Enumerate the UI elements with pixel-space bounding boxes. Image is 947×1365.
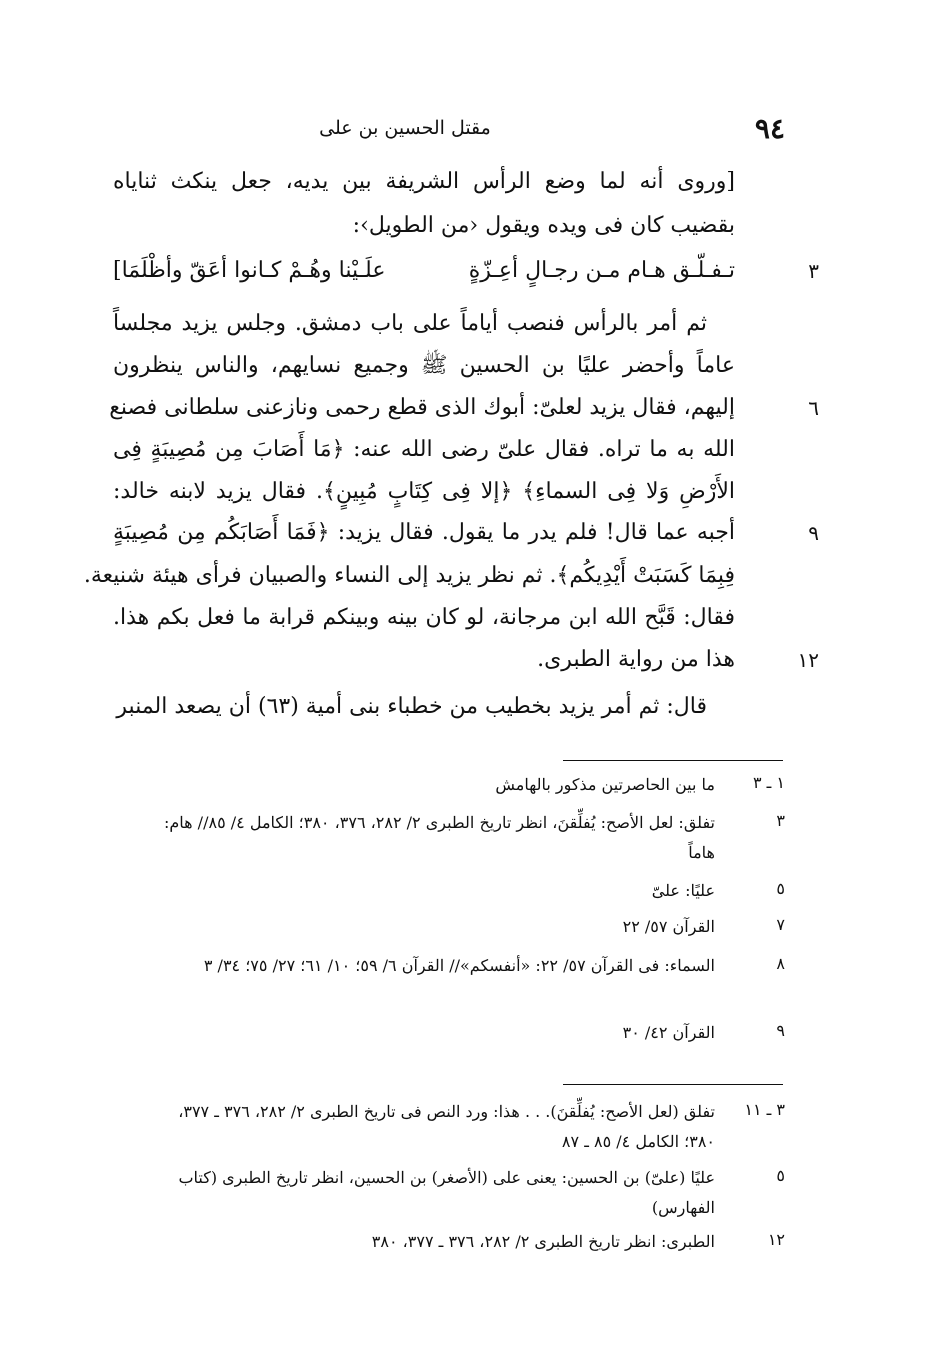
footnote-ref: ٨ — [776, 954, 785, 973]
footnote-text: عليًا: علىّ — [651, 881, 715, 900]
running-title: مقتل الحسين بن على — [319, 117, 491, 139]
verse-hemistich-1: تـفـلّـق هـام مـن رجـالٍ أعِـزّةٍ — [468, 258, 735, 283]
footnote-ref: ٣ ـ ١١ — [744, 1100, 785, 1119]
body-line-9: أجبه عما قال! فلم يدر ما يقول. فقال يزيد: ﴿فَمَا أَصَابَكُم مِن مُصِيبَةٍ — [113, 520, 735, 545]
footnote-text: السماء: فى القرآن ٥٧/ ٢٢: «أنفسكم»// القرآن ٦/ ٥٩؛ ١٠/ ٦١؛ ٢٧/ ٧٥؛ ٣٤/ ٣ — [203, 956, 715, 975]
footnote-ref: ١ ـ ٣ — [752, 773, 785, 792]
line-number-9: ٩ — [808, 521, 819, 545]
body-line-10: فِبِمَا كَسَبَتْ أَيْدِيكُم﴾. ثم نظر يزيد إلى النساء والصبيان فرأى هيئة شنيعة. — [83, 563, 735, 588]
footnote-ref: ٥ — [776, 1166, 785, 1185]
body-line-4: ثم أمر بالرأس فنصب أياماً على باب دمشق. وجلس يزيد مجلساً — [113, 311, 707, 336]
footnote-text: تفلق (لعل الأصح: يُفلِّقنَ). . . هذا: ورد النص فى تاريخ الطبرى ٢/ ٢٨٢، ٣٧٦ ـ ٣٧٧، ٣٨٠؛ الكامل ٤/ ٨٥ ـ ٨٧ — [178, 1102, 715, 1151]
footnote-text: القرآن ٥٧/ ٢٢ — [622, 917, 715, 936]
page-number: ٩٤ — [754, 112, 785, 145]
footnote-text: الطبرى: انظر تاريخ الطبرى ٢/ ٢٨٢، ٣٧٦ ـ ٣٧٧، ٣٨٠ — [371, 1232, 715, 1251]
body-line-6: إليهم، فقال يزيد لعلىّ: أبوك الذى قطع رحمى ونازعنى سلطانى فصنع — [109, 395, 735, 420]
line-number-3: ٣ — [808, 259, 819, 283]
body-line-7: الله به ما تراه. فقال علىّ رضى الله عنه: ﴿مَا أَصَابَ مِن مُصِيبَةٍ فِى — [113, 437, 735, 462]
footnote-text: ما بين الحاصرتين مذكور بالهامش — [495, 775, 715, 794]
footnote-ref: ٧ — [776, 915, 785, 934]
line-number-12: ١٢ — [797, 648, 819, 672]
footnote-ref: ٩ — [776, 1021, 785, 1040]
footnote-divider-2 — [563, 1084, 783, 1085]
footnote-text: عليًا (علىّ) بن الحسين: يعنى على (الأصغر) بن الحسين، انظر تاريخ الطبرى (كتاب الفهارس) — [178, 1168, 715, 1217]
verse-hemistich-2: علَـيْنا وهُـمْ كـانوا أعَقّ وأظْلَمَا] — [113, 258, 386, 283]
footnote-text: القرآن ٤٢/ ٣٠ — [622, 1023, 715, 1042]
footnote-ref: ٣ — [776, 811, 785, 830]
footnote-text: تفلق: لعل الأصح: يُفلِّقنَ، انظر تاريخ الطبرى ٢/ ٢٨٢، ٣٧٦، ٣٨٠؛ الكامل ٤/ ٨٥// هام: هاماً — [163, 813, 715, 862]
body-line-12: هذا من رواية الطبرى. — [537, 647, 735, 672]
body-line-8: الأَرْضِ وَلا فِى السماءِ﴾ ﴿إلا فِى كِتَابٍ مُبِينٍ﴾. فقال يزيد لابنه خالد: — [113, 479, 735, 504]
body-line-5: عاماً وأحضر عليًا بن الحسين ﷺ وجميع نسايهم، والناس ينظرون — [113, 353, 735, 378]
body-line-13: قال: ثم أمر يزيد بخطيب من خطباء بنى أمية (٦٣) أن يصعد المنبر — [116, 694, 707, 719]
footnote-divider-1 — [563, 760, 783, 761]
body-line-11: فقال: قَبَّح الله ابن مرجانة، لو كان بينه وبينكم قرابة ما فعل بكم هذا. — [113, 605, 735, 630]
footnote-ref: ٥ — [776, 879, 785, 898]
body-line-1: [وروى أنه لما وضع الرأس الشريفة بين يديه، جعل ينكث ثناياه — [113, 169, 735, 194]
line-number-6: ٦ — [808, 396, 819, 420]
footnote-ref: ١٢ — [767, 1230, 785, 1249]
body-line-2: بقضيب كان فى ويده ويقول ‹من الطويل›: — [352, 213, 735, 238]
